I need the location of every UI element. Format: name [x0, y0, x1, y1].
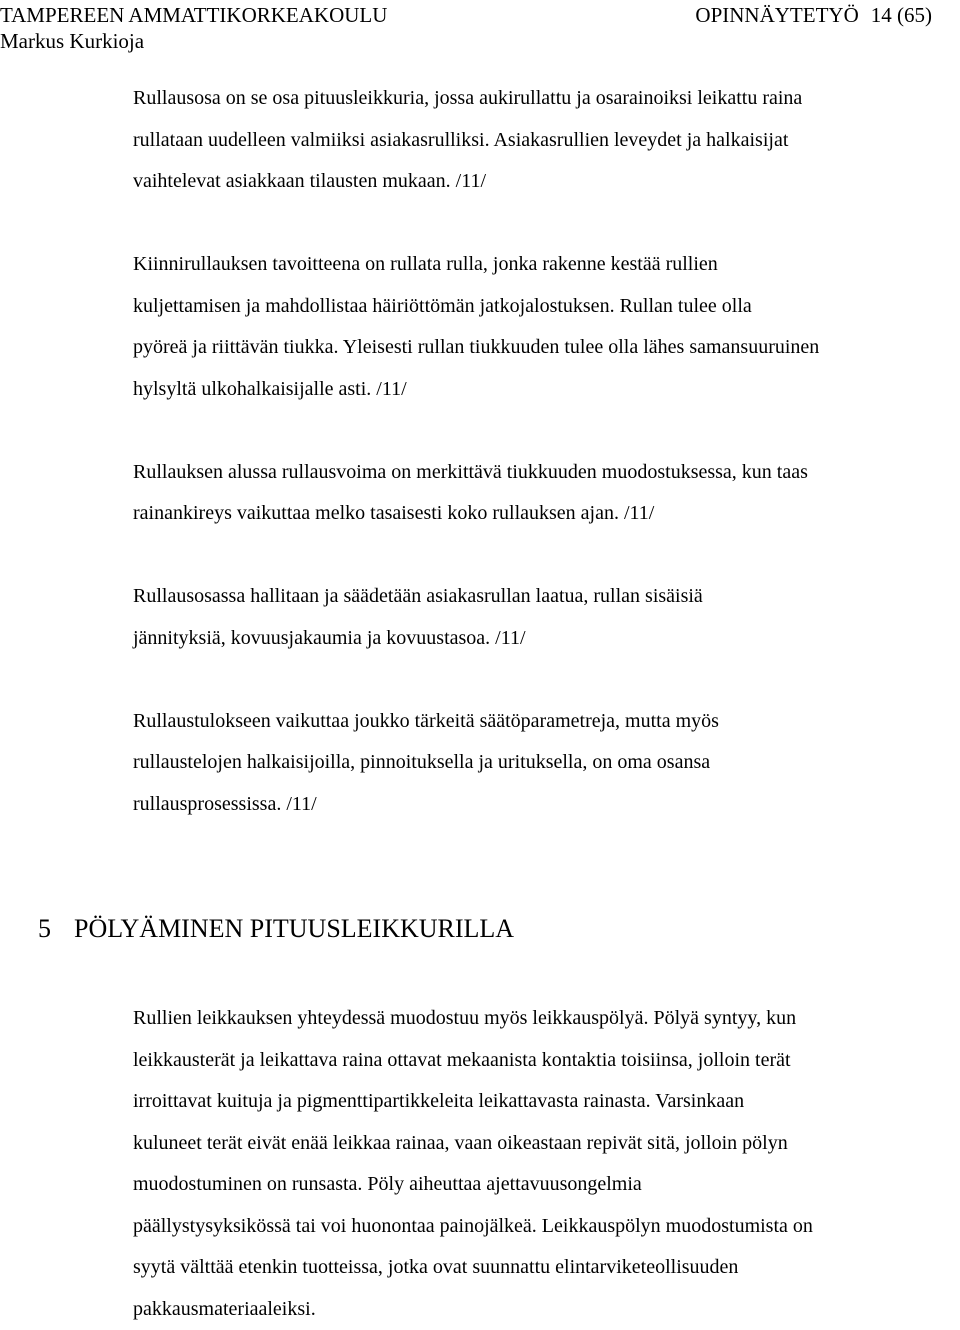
text-line: hylsyltä ulkohalkaisijalle asti. /11/ — [133, 369, 960, 411]
document-type: OPINNÄYTETYÖ — [695, 3, 858, 27]
section-heading — [38, 909, 514, 949]
text-line: päällystysyksikössä tai voi huonontaa painojälkeä. Leikkauspölyn muodostumista on — [133, 1206, 960, 1248]
text-line: kuljettamisen ja mahdollistaa häiriöttömän jatkojalostuksen. Rullan tulee olla — [133, 286, 960, 328]
text-line: rullataan uudelleen valmiiksi asiakasrulliksi. Asiakasrullien leveydet ja halkaisijat — [133, 120, 960, 162]
paragraph — [133, 78, 960, 203]
paragraph — [133, 452, 960, 535]
text-line: Rullien leikkauksen yhteydessä muodostuu myös leikkauspölyä. Pölyä syntyy, kun — [133, 998, 960, 1040]
section-body — [133, 998, 960, 1330]
section-number: 5 — [38, 909, 74, 949]
text-line: leikkausterät ja leikattava raina ottavat mekaanista kontaktia toisiinsa, jolloin terät — [133, 1040, 960, 1082]
text-line: Rullausosa on se osa pituusleikkuria, jossa aukirullattu ja osarainoiksi leikattu raina — [133, 78, 960, 120]
text-line: jännityksiä, kovuusjakaumia ja kovuustasoa. /11/ — [133, 618, 960, 660]
paragraph — [133, 701, 960, 826]
text-line: Rullaustulokseen vaikuttaa joukko tärkeitä säätöparametreja, mutta myös — [133, 701, 960, 743]
page-header-left — [0, 2, 387, 54]
text-line: syytä välttää etenkin tuotteissa, jotka ovat suunnattu elintarviketeollisuuden — [133, 1247, 960, 1289]
text-line: muodostuminen on runsasta. Pöly aiheuttaa ajettavuusongelmia — [133, 1164, 960, 1206]
paragraph — [133, 244, 960, 410]
text-line: Rullausosassa hallitaan ja säädetään asiakasrullan laatua, rullan sisäisiä — [133, 576, 960, 618]
text-line: kuluneet terät eivät enää leikkaa rainaa, vaan oikeastaan repivät sitä, jolloin pölyn — [133, 1123, 960, 1165]
text-line: Kiinnirullauksen tavoitteena on rullata rulla, jonka rakenne kestää rullien — [133, 244, 960, 286]
page-header-right — [695, 2, 932, 28]
page-number: 14 (65) — [871, 3, 932, 27]
text-line: Rullauksen alussa rullausvoima on merkittävä tiukkuuden muodostuksessa, kun taas — [133, 452, 960, 494]
paragraph — [133, 576, 960, 659]
institution-name: TAMPEREEN AMMATTIKORKEAKOULU — [0, 2, 387, 28]
text-line: rainankireys vaikuttaa melko tasaisesti koko rullauksen ajan. /11/ — [133, 493, 960, 535]
text-line: vaihtelevat asiakkaan tilausten mukaan. /11/ — [133, 161, 960, 203]
author-name: Markus Kurkioja — [0, 28, 387, 54]
text-line: pakkausmateriaaleiksi. — [133, 1289, 960, 1330]
text-line: irroittavat kuituja ja pigmenttipartikkeleita leikattavasta rainasta. Varsinkaan — [133, 1081, 960, 1123]
section-title: PÖLYÄMINEN PITUUSLEIKKURILLA — [74, 914, 514, 943]
text-line: pyöreä ja riittävän tiukka. Yleisesti rullan tiukkuuden tulee olla lähes samansuuruinen — [133, 327, 960, 369]
text-line: rullausprosessissa. /11/ — [133, 784, 960, 826]
body-paragraphs — [133, 78, 960, 825]
paragraph — [133, 998, 960, 1330]
text-line: rullaustelojen halkaisijoilla, pinnoituksella ja urituksella, on oma osansa — [133, 742, 960, 784]
